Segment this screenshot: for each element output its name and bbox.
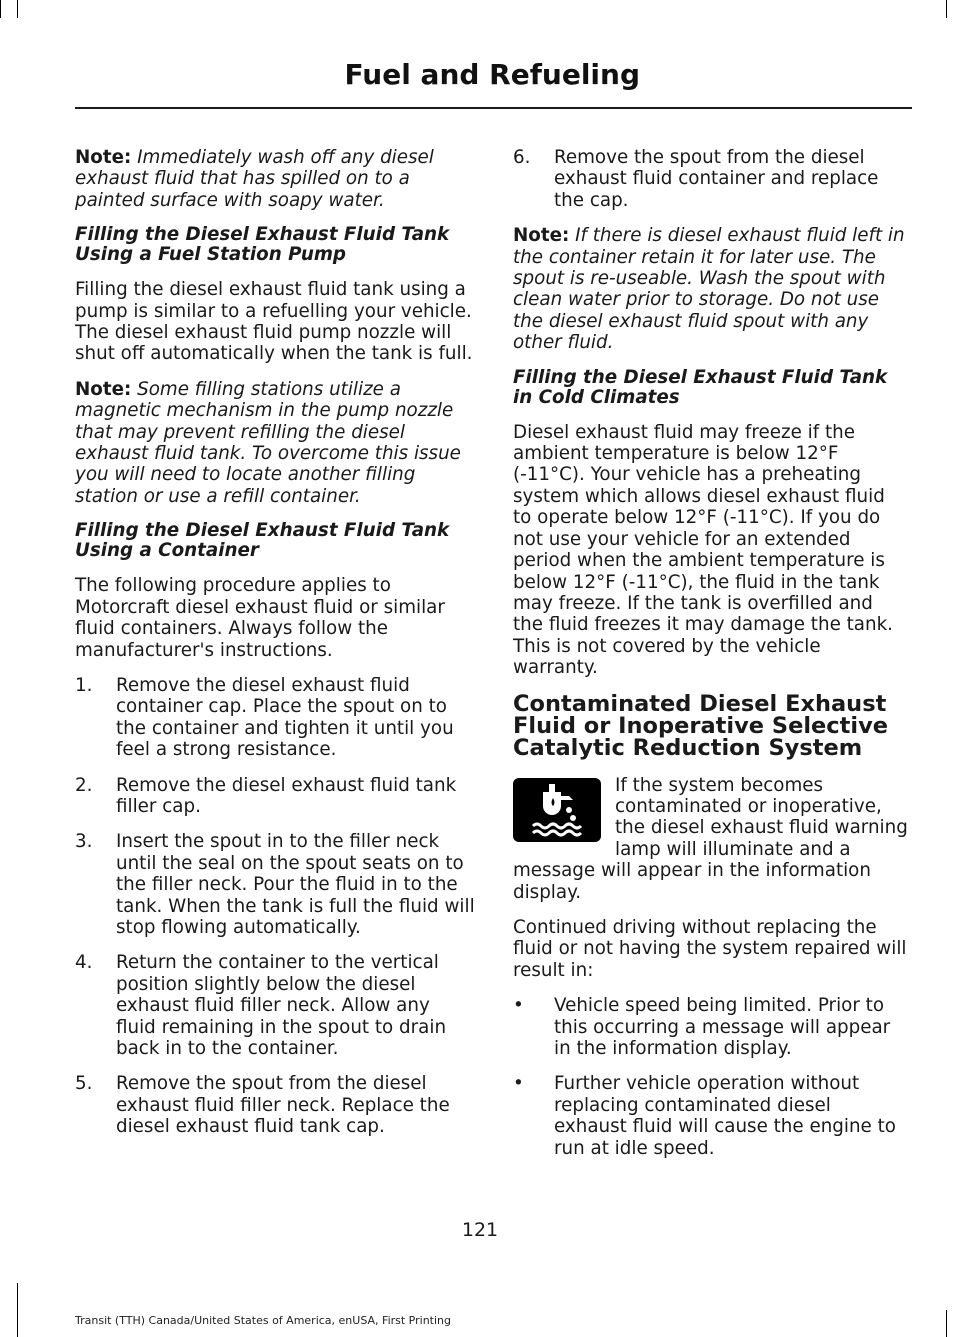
paragraph-continued: Continued driving without replacing the fluid or not having the system repaired will result in: bbox=[513, 916, 907, 981]
heading-container: Filling the Diesel Exhaust Fluid Tank Using a Container bbox=[75, 520, 450, 562]
footer-text: Transit (TTH) Canada/United States of America, enUSA, First Printing bbox=[75, 1314, 451, 1327]
crop-mark bbox=[17, 1283, 18, 1337]
step-text: Remove the diesel exhaust fluid tank filler cap. bbox=[116, 774, 457, 817]
note-text: Immediately wash off any diesel exhaust fluid that has spilled on to a painted surface with soapy water. bbox=[75, 147, 434, 211]
list-item bbox=[75, 831, 475, 938]
bullet: • bbox=[513, 995, 524, 1017]
paragraph-cold: Diesel exhaust fluid may freeze if the ambient temperature is below 12°F (-11°C). Your vehicle has a preheating system which allows diesel exhaust fluid to operate below 12°F (-11°C). If you do not use your vehicle for an extended period when the ambient temperature is below 12°F (-11°C), the fluid in the tank may freeze. If the tank is overfilled and the fluid freezes it may damage the tank. This is not covered by the vehicle warranty. bbox=[513, 421, 893, 679]
heading-fuel-station-pump: Filling the Diesel Exhaust Fluid Tank Using a Fuel Station Pump bbox=[75, 224, 450, 266]
consequence-list bbox=[513, 995, 908, 1159]
list-item bbox=[513, 995, 908, 1059]
note-magnetic bbox=[75, 379, 475, 507]
step-number: 5. bbox=[75, 1073, 93, 1095]
warning-block bbox=[513, 775, 908, 903]
section-title: Fuel and Refueling bbox=[344, 58, 640, 91]
bullet: • bbox=[513, 1073, 524, 1095]
list-item bbox=[75, 775, 475, 818]
step-number: 2. bbox=[75, 774, 93, 796]
crop-mark bbox=[946, 0, 947, 18]
procedure-steps bbox=[75, 675, 475, 1138]
paragraph-warning: If the system becomes contaminated or inoperative, the diesel exhaust fluid warning lamp will illuminate and a message will appear in the information display. bbox=[513, 774, 908, 903]
step-text: Remove the spout from the diesel exhaust fluid container and replace the cap. bbox=[554, 147, 879, 211]
left-column bbox=[75, 147, 475, 1152]
diesel-exhaust-fluid-warning-icon bbox=[513, 778, 601, 842]
crop-mark bbox=[17, 0, 18, 18]
note-text: If there is diesel exhaust fluid left in the container retain it for later use. The spout is re-useable. Wash the spout with clean water prior to storage. Do not use the diesel exhaust fluid spout with any other fluid. bbox=[513, 225, 905, 354]
paragraph-container: The following procedure applies to Motorcraft diesel exhaust fluid or similar fluid containers. Always follow the manufacturer's instructions. bbox=[75, 575, 445, 661]
crop-mark bbox=[946, 1310, 947, 1337]
bullet-text: Vehicle speed being limited. Prior to this occurring a message will appear in the information display. bbox=[554, 995, 891, 1059]
note-text: Some filling stations utilize a magnetic mechanism in the pump nozzle that may prevent refilling the diesel exhaust fluid tank. To overcome this issue you will need to locate another filling station or use a refill container. bbox=[75, 378, 461, 507]
bullet-text: Further vehicle operation without replacing contaminated diesel exhaust fluid will cause the engine to run at idle speed. bbox=[554, 1073, 896, 1159]
step-number: 6. bbox=[513, 147, 531, 168]
list-item bbox=[75, 1073, 475, 1137]
step-text: Return the container to the vertical position slightly below the diesel exhaust fluid filler neck. Allow any fluid remaining in the spout to drain back in to the container. bbox=[116, 952, 447, 1059]
step-text: Remove the spout from the diesel exhaust fluid filler neck. Replace the diesel exhaust fluid tank cap. bbox=[116, 1073, 450, 1138]
step-number: 4. bbox=[75, 952, 93, 974]
list-item bbox=[75, 675, 475, 761]
heading-cold-climates: Filling the Diesel Exhaust Fluid Tank in Cold Climates bbox=[513, 366, 888, 408]
heading-contaminated: Contaminated Diesel Exhaust Fluid or Inoperative Selective Catalytic Reduction System bbox=[513, 690, 889, 761]
list-item bbox=[513, 147, 908, 211]
step-text: Insert the spout in to the filler neck until the seal on the spout seats on to the filler neck. Pour the fluid in to the tank. When the tank is full the fluid will stop flowing automatically. bbox=[116, 831, 475, 938]
right-column bbox=[513, 147, 908, 1173]
page-header bbox=[75, 58, 912, 109]
note-label: Note: bbox=[75, 147, 132, 168]
step-text: Remove the diesel exhaust fluid container cap. Place the spout on to the container and tighten it until you feel a strong resistance. bbox=[116, 674, 454, 761]
step-number: 3. bbox=[75, 831, 93, 853]
page-number: 121 bbox=[461, 1219, 499, 1241]
step-number: 1. bbox=[75, 674, 93, 696]
procedure-steps-continued bbox=[513, 147, 908, 211]
note-label: Note: bbox=[513, 225, 570, 247]
note-label: Note: bbox=[75, 378, 132, 400]
crop-mark bbox=[0, 0, 1, 18]
paragraph-pump: Filling the diesel exhaust fluid tank using a pump is similar to a refuelling your vehicle. The diesel exhaust fluid pump nozzle will shut off automatically when the tank is full. bbox=[75, 279, 473, 365]
note-wash bbox=[75, 147, 475, 211]
list-item bbox=[75, 952, 475, 1059]
list-item bbox=[513, 1073, 908, 1159]
note-retain bbox=[513, 225, 908, 353]
